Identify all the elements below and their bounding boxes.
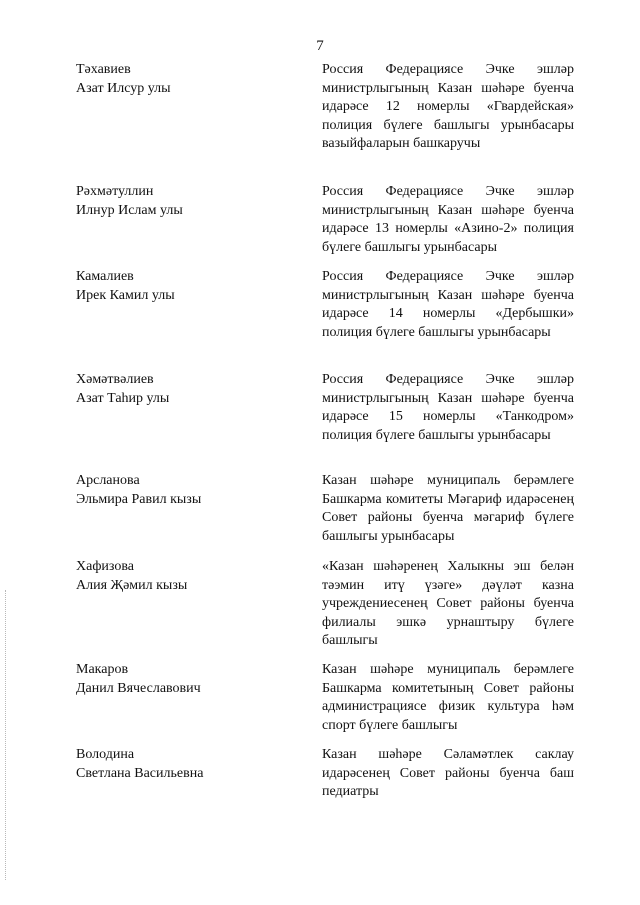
surname: Рәхмәтуллин [76,184,154,199]
surname: Арсланова [76,473,140,488]
surname: Володина [76,747,135,762]
given-name: Эльмира Равил кызы [76,491,202,507]
surname: Тәхавиев [76,62,131,77]
given-name: Азат Таһир улы [76,390,170,406]
position-title: Казан шәһәре муниципаль берәмлеге Башкарма комитетының Совет районы администрациясе физик культура һәм спорт бүлеге башлыгы [322,662,574,733]
given-name: Светлана Васильевна [76,765,204,781]
person-name [76,746,296,783]
position-title: Россия Федерациясе Эчке эшләр министрлыгының Казан шәһәре буенча идарәсе 14 номерлы «Дербышки» полиция бүлеге башлыгы урынбасары [322,269,574,340]
surname: Камалиев [76,269,134,284]
given-name: Ирек Камил улы [76,287,175,303]
position-title: Казан шәһәре Сәламәтлек саклау идарәсенең Совет районы буенча баш педиатры [322,747,574,799]
position-title: «Казан шәһәренең Халыкны эш белән тәэмин итү үзәге» дәүләт казна учреждениесенең Совет районы буенча филиалы эшкә урнаштыру бүлеге башлыгы [322,559,574,648]
person-name [76,371,296,408]
given-name: Илнур Ислам улы [76,202,183,218]
position-title: Россия Федерациясе Эчке эшләр министрлыгының Казан шәһәре буенча идарәсе 15 номерлы «Танкодром» полиция бүлеге башлыгы урынбасары [322,372,574,443]
position-title: Россия Федерациясе Эчке эшләр министрлыгының Казан шәһәре буенча идарәсе 12 номерлы «Гвардейская» полиция бүлеге башлыгы урынбасары вазыйфаларын башкаручы [322,62,574,151]
person-name [76,558,296,595]
person-name [76,268,296,305]
person-name [76,472,296,509]
given-name: Азат Илсур улы [76,80,171,96]
person-name [76,183,296,220]
page-number: 7 [316,38,324,54]
position-title: Россия Федерациясе Эчке эшләр министрлыгының Казан шәһәре буенча идарәсе 13 номерлы «Азино-2» полиция бүлеге башлыгы урынбасары [322,184,574,255]
person-name [76,61,296,98]
surname: Макаров [76,662,129,677]
given-name: Данил Вячеславович [76,680,201,696]
scan-margin-marks [5,590,9,880]
surname: Хәмәтвәлиев [76,372,154,387]
person-name [76,661,296,698]
position-title: Казан шәһәре муниципаль берәмлеге Башкарма комитеты Мәгариф идарәсенең Совет районы буенча мәгариф бүлеге башлыгы урынбасары [322,473,574,544]
given-name: Алия Җәмил кызы [76,577,188,593]
surname: Хафизова [76,559,134,574]
